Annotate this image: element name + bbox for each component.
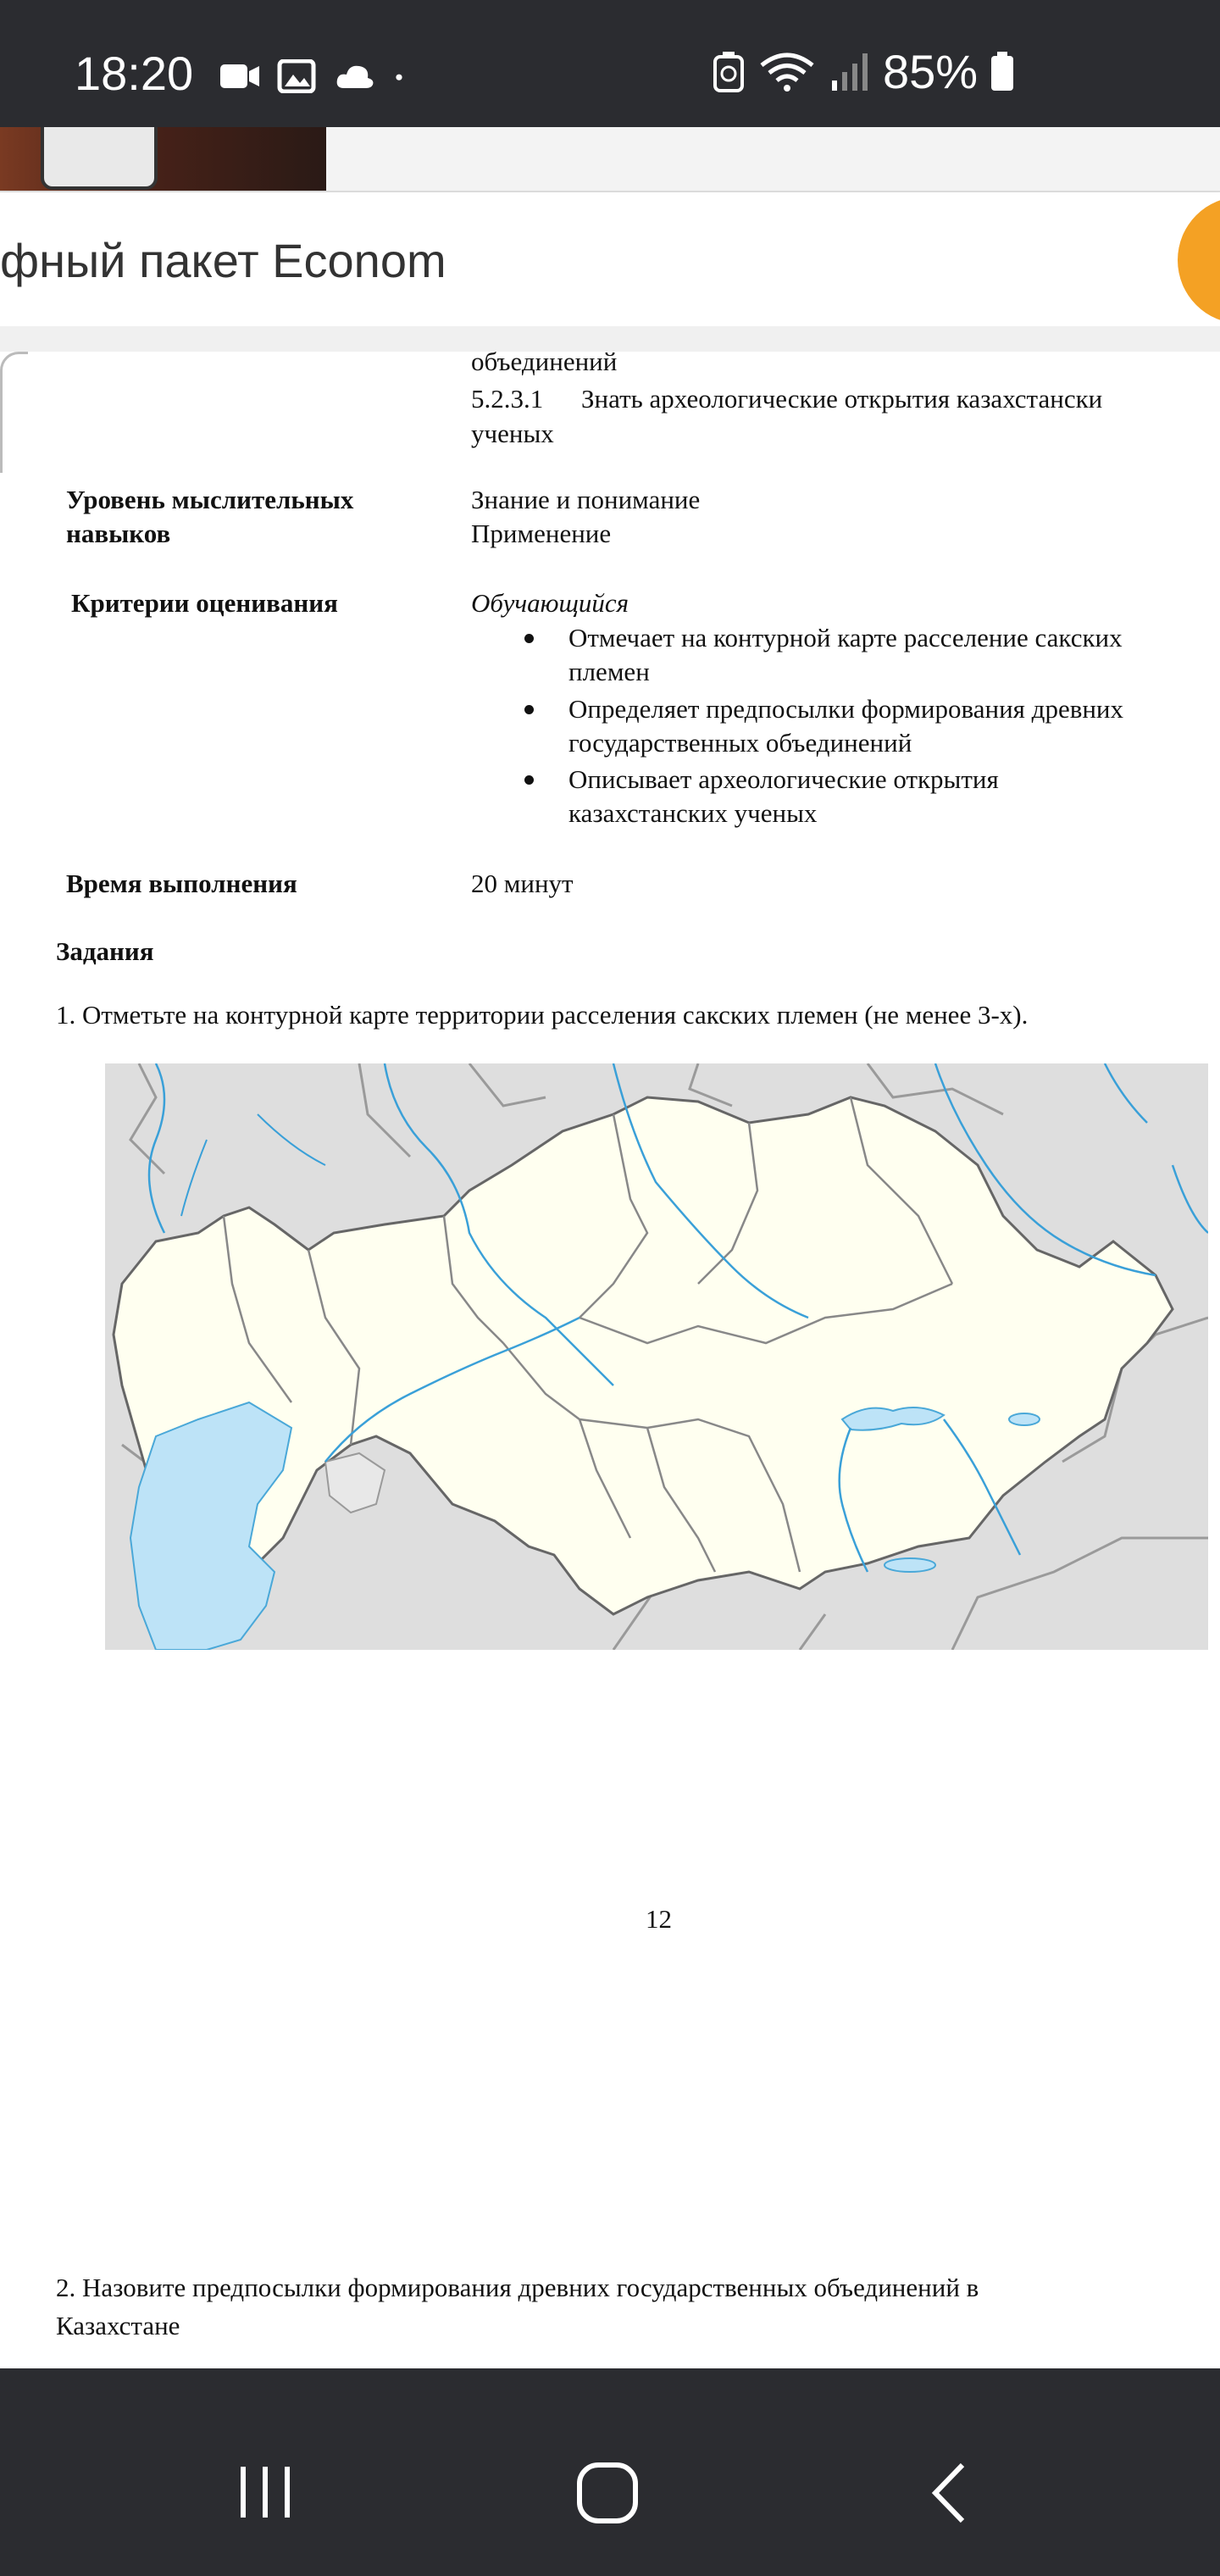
task-2-cont: Казахстане <box>56 2311 180 2340</box>
promo-bar <box>0 192 1220 326</box>
back-icon[interactable] <box>929 2462 971 2524</box>
criteria-item-1-cont: племен <box>568 657 650 686</box>
phone-image <box>41 127 158 190</box>
task-2: 2. Назовите предпосылки формирования древних государственных объединений в <box>56 2273 979 2302</box>
recent-apps-icon[interactable] <box>237 2462 293 2521</box>
cloud-icon <box>334 59 376 93</box>
criteria-item-2-cont: государственных объединений <box>568 728 912 758</box>
objective-text: Знать археологические открытия казахстански <box>581 384 1103 414</box>
bullet-icon <box>524 705 534 714</box>
criteria-item-2: Определяет предпосылки формирования древних <box>568 694 1124 724</box>
task-1: 1. Отметьте на контурной карте территории расселения сакских племен (не менее 3-х). <box>56 1000 1029 1030</box>
status-bar <box>0 0 1220 127</box>
thinking-level-value-2: Применение <box>471 519 612 548</box>
status-system-icons <box>712 46 1015 97</box>
objective-continued: объединений <box>471 347 618 376</box>
promo-title[interactable]: фный пакет Econom <box>0 234 446 287</box>
criteria-intro: Обучающийся <box>471 588 629 618</box>
document-page <box>0 347 1220 2368</box>
criteria-label: Критерии оценивания <box>71 588 338 618</box>
navigation-bar <box>0 2368 1220 2576</box>
objective-text-end: ученых <box>471 419 554 448</box>
page-edge <box>0 352 28 473</box>
signal-icon <box>829 50 871 92</box>
thinking-level-label: Уровень мыслительных <box>66 485 354 514</box>
bullet-icon <box>524 775 534 785</box>
thinking-level-value: Знание и понимание <box>471 485 701 514</box>
video-call-icon <box>219 59 261 93</box>
wifi-icon <box>757 50 817 92</box>
home-icon[interactable] <box>576 2462 639 2524</box>
contour-map-kazakhstan <box>105 1063 1208 1650</box>
status-time: 18:20 <box>75 47 194 100</box>
dot-icon <box>391 59 417 93</box>
page-number: 12 <box>646 1904 672 1934</box>
bullet-icon <box>524 634 534 643</box>
status-notification-icons <box>219 53 417 100</box>
promo-action-button[interactable] <box>1178 197 1220 324</box>
gallery-icon <box>276 59 319 93</box>
lake-issyk-kul <box>884 1558 935 1572</box>
criteria-item-1: Отмечает на контурной карте расселение сакских <box>568 623 1123 652</box>
criteria-item-3-cont: казахстанских ученых <box>568 798 818 828</box>
ad-thumbnail-image[interactable] <box>0 127 326 191</box>
recycle-icon <box>712 50 746 92</box>
time-value: 20 минут <box>471 869 574 898</box>
time-label: Время выполнения <box>66 869 297 898</box>
battery-percentage: 85% <box>883 44 979 98</box>
thinking-level-label-2: навыков <box>66 519 171 548</box>
lake-alakol <box>1009 1413 1040 1425</box>
tasks-heading: Задания <box>56 936 154 966</box>
objective-code: 5.2.3.1 <box>471 384 544 414</box>
criteria-item-3: Описывает археологические открытия <box>568 764 999 794</box>
battery-icon <box>990 50 1015 92</box>
